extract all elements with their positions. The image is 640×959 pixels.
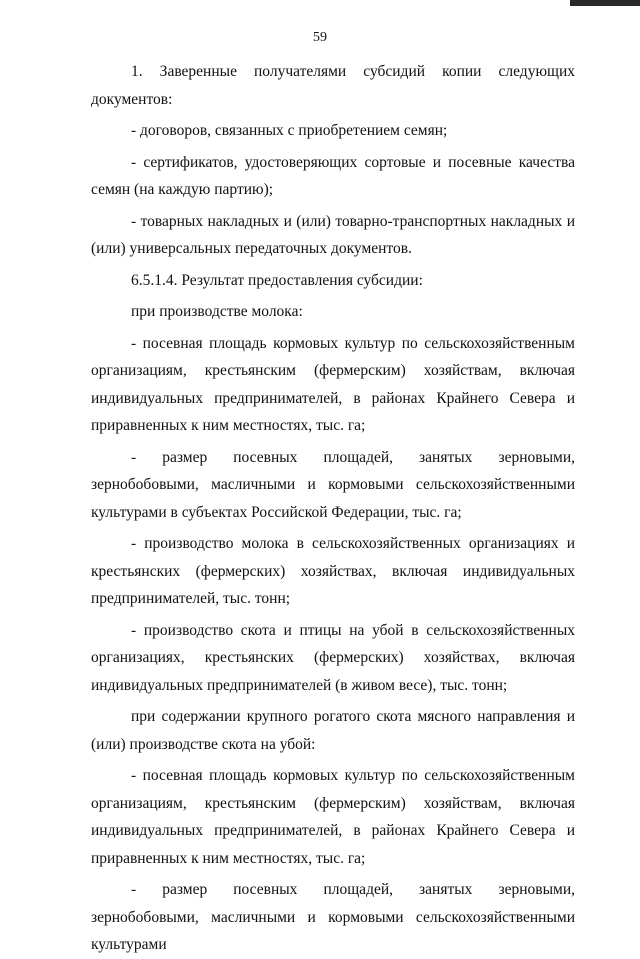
paragraph-invoices: - товарных накладных и (или) товарно-транспортных накладных и (или) универсальных передаточных документов. <box>91 212 575 257</box>
paragraph-contracts: - договоров, связанных с приобретением семян; <box>131 122 448 139</box>
paragraph-beef-cattle: при содержании крупного рогатого скота мясного направления и (или) производстве скота на убой: <box>91 708 575 753</box>
paragraph-sown-area-2: - размер посевных площадей, занятых зерновыми, зернобобовыми, масличными и кормовыми сельскохозяйственными культурами <box>91 881 575 953</box>
section-heading-6-5-1-4: 6.5.1.4. Результат предоставления субсидии: <box>131 271 423 289</box>
paragraph-sown-area: - размер посевных площадей, занятых зерновыми, зернобобовыми, масличными и кормовыми сельскохозяйственными культурами в субъектах Российской Федерации, тыс. га; <box>91 448 575 521</box>
paragraph-item-1: 1. Заверенные получателями субсидий копии следующих документов: <box>91 63 575 108</box>
paragraph-livestock-output: - производство скота и птицы на убой в сельскохозяйственных организациях, крестьянских (фермерских) хозяйствах, включая индивидуальных предпринимателей (в живом весе), тыс. тонн; <box>91 621 575 694</box>
page-number: 59 <box>313 30 327 45</box>
paragraph-milk-production: при производстве молока: <box>131 303 303 320</box>
paragraph-milk-output: - производство молока в сельскохозяйственных организациях и крестьянских (фермерских) хозяйствах, включая индивидуальных предпринимателей, тыс. тонн; <box>91 535 575 607</box>
paragraph-forage-area: - посевная площадь кормовых культур по сельскохозяйственным организациям, крестьянским (фермерским) хозяйствам, включая индивидуальных предпринимателей, в районах Крайнего Севера и приравненных к ним местностях, тыс. га; <box>91 334 575 434</box>
scan-edge-mark <box>570 0 640 6</box>
paragraph-certificates: - сертификатов, удостоверяющих сортовые и посевные качества семян (на каждую партию); <box>91 153 575 198</box>
paragraph-forage-area-2: - посевная площадь кормовых культур по сельскохозяйственным организациям, крестьянским (фермерским) хозяйствам, включая индивидуальных предпринимателей, в районах Крайнего Севера и приравненных к ним местностях, тыс. га; <box>91 767 575 867</box>
document-body <box>91 58 575 959</box>
